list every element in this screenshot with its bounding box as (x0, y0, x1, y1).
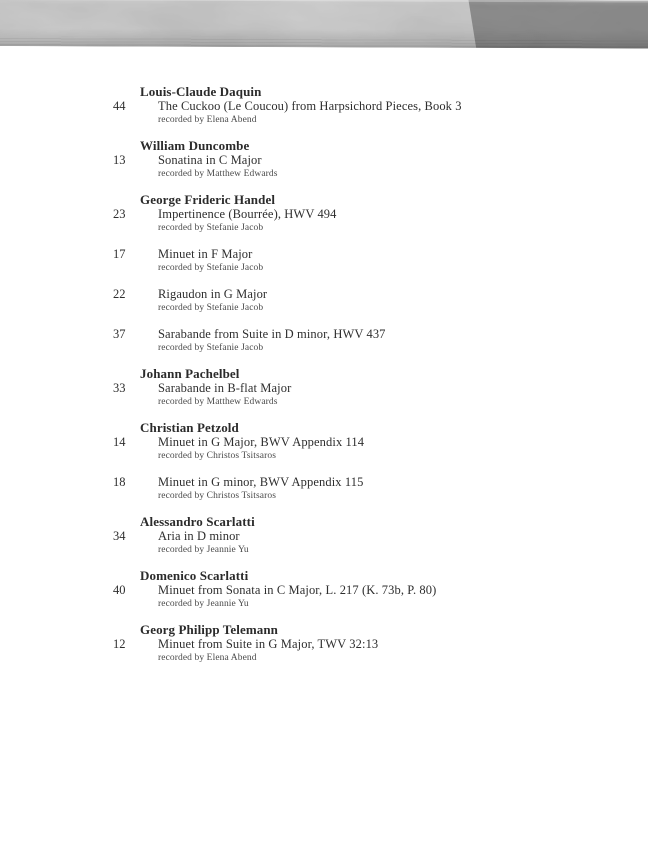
page-number: 14 (113, 435, 126, 449)
page-number: 37 (113, 327, 126, 341)
composer-group (113, 420, 620, 503)
piece-title: The Cuckoo (Le Coucou) from Harpsichord Pieces, Book 3 (158, 99, 462, 113)
piece-entry (113, 153, 620, 181)
composer-name: Louis-Claude Daquin (140, 84, 262, 99)
piece-entry (113, 327, 620, 355)
composer-name: Georg Philipp Telemann (140, 622, 279, 637)
piece-credit: recorded by Stefanie Jacob (158, 263, 264, 273)
page-number: 18 (113, 475, 126, 489)
composer-group (113, 622, 620, 665)
piece-title: Impertinence (Bourrée), HWV 494 (158, 207, 337, 221)
header-band (0, 0, 648, 49)
page-number: 13 (113, 153, 126, 167)
pieces (113, 637, 620, 665)
composer-name: Christian Petzold (140, 420, 239, 435)
toc-list (113, 84, 620, 677)
piece-entry (113, 247, 620, 275)
piece-title: Sarabande from Suite in D minor, HWV 437 (158, 327, 386, 341)
piece-title: Sarabande in B-flat Major (158, 381, 292, 395)
piece-credit: recorded by Stefanie Jacob (158, 303, 264, 313)
piece-entry (113, 475, 620, 503)
piece-entry (113, 207, 620, 235)
piece-title: Minuet in G Major, BWV Appendix 114 (158, 435, 365, 449)
piece-title: Minuet in F Major (158, 247, 253, 261)
piece-entry (113, 435, 620, 463)
band-streak-lines (0, 36, 648, 49)
composer-name: Domenico Scarlatti (140, 568, 249, 583)
piece-title: Minuet from Sonata in C Major, L. 217 (K. 73b, P. 80) (158, 583, 437, 597)
piece-credit: recorded by Jeannie Yu (158, 599, 249, 609)
composer-group (113, 366, 620, 409)
piece-title: Rigaudon in G Major (158, 287, 268, 301)
piece-credit: recorded by Matthew Edwards (158, 169, 278, 179)
composer-group (113, 138, 620, 181)
piece-credit: recorded by Elena Abend (158, 653, 257, 663)
pieces (113, 153, 620, 181)
piece-entry (113, 99, 620, 127)
page-number: 23 (113, 207, 126, 221)
piece-credit: recorded by Elena Abend (158, 115, 257, 125)
piece-entry (113, 529, 620, 557)
page-number: 22 (113, 287, 126, 301)
piece-credit: recorded by Christos Tsitsaros (158, 491, 276, 501)
pieces (113, 99, 620, 127)
composer-name: Johann Pachelbel (140, 366, 240, 381)
composer-name: Alessandro Scarlatti (140, 514, 255, 529)
piece-title: Minuet in G minor, BWV Appendix 115 (158, 475, 364, 489)
piece-credit: recorded by Jeannie Yu (158, 545, 249, 555)
pieces (113, 381, 620, 409)
page-number: 44 (113, 99, 126, 113)
page-number: 17 (113, 247, 126, 261)
pieces (113, 583, 620, 611)
piece-credit: recorded by Christos Tsitsaros (158, 451, 276, 461)
piece-entry (113, 583, 620, 611)
piece-entry (113, 287, 620, 315)
page-number: 12 (113, 637, 126, 651)
page-number: 34 (113, 529, 126, 543)
piece-entry (113, 381, 620, 409)
composer-group (113, 514, 620, 557)
composer-name: George Frideric Handel (140, 192, 276, 207)
piece-credit: recorded by Matthew Edwards (158, 397, 278, 407)
piece-title: Minuet from Suite in G Major, TWV 32:13 (158, 637, 379, 651)
page-number: 33 (113, 381, 126, 395)
piece-title: Aria in D minor (158, 529, 240, 543)
pieces (113, 529, 620, 557)
composer-group (113, 568, 620, 611)
composer-name: William Duncombe (140, 138, 250, 153)
page-number: 40 (113, 583, 126, 597)
pieces (113, 207, 620, 355)
composer-group (113, 84, 620, 127)
piece-entry (113, 637, 620, 665)
piece-credit: recorded by Stefanie Jacob (158, 223, 264, 233)
composer-group (113, 192, 620, 355)
piece-credit: recorded by Stefanie Jacob (158, 343, 264, 353)
pieces (113, 435, 620, 503)
piece-title: Sonatina in C Major (158, 153, 262, 167)
